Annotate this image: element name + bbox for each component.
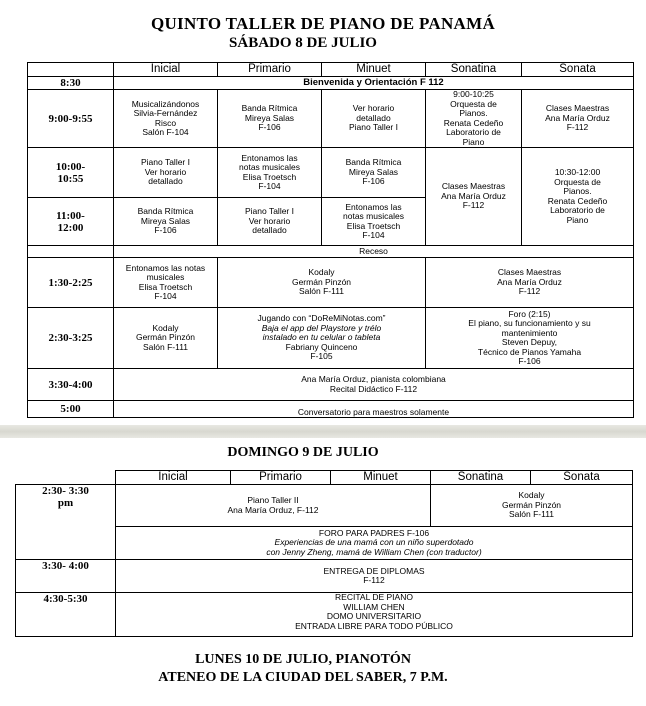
time-cell <box>28 246 114 258</box>
time-cell: 5:00 <box>28 401 114 418</box>
schedule-cell: Musicalizándonos Silvia-Fernández Risco Salón F-104 <box>114 90 218 148</box>
row-130 <box>28 258 634 308</box>
schedule-cell: Entonamos las notas musicales Elisa Troetsch F-104 <box>114 258 218 308</box>
welcome-cell: Bienvenida y Orientación F 112 <box>114 77 634 90</box>
col-header: Inicial <box>116 471 231 485</box>
schedule-cell: Jugando con “DoReMiNotas.com” Baja el app del Playstore y trélo instalado en tu celular o tableta Fabriany Quinceno F-105 <box>218 308 426 369</box>
col-header: Inicial <box>114 63 218 77</box>
page-break-band <box>0 425 646 438</box>
corner-cell <box>28 63 114 77</box>
row-230 <box>28 308 634 369</box>
col-header: Primario <box>218 63 322 77</box>
row-receso <box>28 246 634 258</box>
schedule-cell: Ver horario detallado Piano Taller I <box>322 90 426 148</box>
schedule-cell: 9:00-10:25 Orquesta de Pianos. Renata Cedeño Laboratorio de Piano <box>426 90 522 148</box>
schedule-cell: Foro (2:15) El piano, su funcionamiento y su mantenimiento Steven Depuy, Técnico de Pianos Yamaha F-106 <box>426 308 634 369</box>
time-cell: 1:30-2:25 <box>28 258 114 308</box>
col-header: Minuet <box>331 471 431 485</box>
col-header: Sonatina <box>426 63 522 77</box>
schedule-cell: Banda Rítmica Mireya Salas F-106 <box>114 198 218 246</box>
footer-line-2: ATENEO DE LA CIUDAD DEL SABER, 7 P.M. <box>158 670 448 685</box>
row-1000 <box>28 148 634 198</box>
schedule-cell: Conversatorio para maestros solamente <box>114 401 634 418</box>
col-header: Primario <box>231 471 331 485</box>
schedule-cell: Clases Maestras Ana María Orduz F-112 <box>426 258 634 308</box>
time-cell: 8:30 <box>28 77 114 90</box>
time-cell: 3:30- 4:00 <box>16 560 116 593</box>
footer-line-1: LUNES 10 DE JULIO, PIANOTÓN <box>195 652 411 667</box>
schedule-cell: RECITAL DE PIANO WILLIAM CHEN DOMO UNIVERSITARIO ENTRADA LIBRE PARA TODO PÚBLICO <box>116 593 633 637</box>
recess-cell: Receso <box>114 246 634 258</box>
col-header: Sonatina <box>431 471 531 485</box>
time-cell: 3:30-4:00 <box>28 369 114 401</box>
schedule-cell: Clases Maestras Ana María Orduz F-112 <box>522 90 634 148</box>
schedule-cell: Ana María Orduz, pianista colombiana Recital Didáctico F-112 <box>114 369 634 401</box>
schedule-cell: Piano Taller I Ver horario detallado <box>114 148 218 198</box>
schedule-cell: Kodaly Germán Pinzón Salón F-111 <box>218 258 426 308</box>
schedule-cell: Clases Maestras Ana María Orduz F-112 <box>426 148 522 246</box>
time-cell: 2:30-3:25 <box>28 308 114 369</box>
corner-cell <box>16 471 116 485</box>
saturday-schedule-table <box>27 62 634 418</box>
saturday-date: SÁBADO 8 DE JULIO <box>229 35 377 51</box>
row-430 <box>16 593 633 637</box>
schedule-cell: Banda Rítmica Mireya Salas F-106 <box>322 148 426 198</box>
col-header: Minuet <box>322 63 426 77</box>
header-row <box>16 471 633 485</box>
schedule-cell: Banda Rítmica Mireya Salas F-106 <box>218 90 322 148</box>
schedule-cell: ENTREGA DE DIPLOMAS F-112 <box>116 560 633 593</box>
event-title: QUINTO TALLER DE PIANO DE PANAMÁ <box>150 14 496 33</box>
row-900 <box>28 90 634 148</box>
col-header: Sonata <box>522 63 634 77</box>
sunday-date: DOMINGO 9 DE JULIO <box>227 445 379 460</box>
schedule-cell: Kodaly Germán Pinzón Salón F-111 <box>431 485 633 527</box>
row-330 <box>16 560 633 593</box>
time-cell: 4:30-5:30 <box>16 593 116 637</box>
header-row <box>28 63 634 77</box>
schedule-cell: Kodaly Germán Pinzón Salón F-111 <box>114 308 218 369</box>
row-330 <box>28 369 634 401</box>
row-500 <box>28 401 634 418</box>
schedule-cell: Piano Taller I Ver horario detallado <box>218 198 322 246</box>
time-cell: 2:30- 3:30 pm <box>16 485 116 560</box>
sunday-schedule-table <box>15 470 633 637</box>
time-cell: 10:00- 10:55 <box>28 148 114 198</box>
time-cell: 11:00- 12:00 <box>28 198 114 246</box>
time-cell: 9:00-9:55 <box>28 90 114 148</box>
schedule-cell: Piano Taller II Ana María Orduz, F-112 <box>116 485 431 527</box>
schedule-cell: FORO PARA PADRES F-106 Experiencias de una mamá con un niño superdotado con Jenny Zheng, mamá de William Chen (con traductor) <box>116 527 633 560</box>
schedule-cell: Entonamos las notas musicales Elisa Troetsch F-104 <box>218 148 322 198</box>
row-230 <box>16 485 633 527</box>
col-header: Sonata <box>531 471 633 485</box>
row-830 <box>28 77 634 90</box>
schedule-cell: Entonamos las notas musicales Elisa Troetsch F-104 <box>322 198 426 246</box>
schedule-cell: 10:30-12:00 Orquesta de Pianos. Renata Cedeño Laboratorio de Piano <box>522 148 634 246</box>
